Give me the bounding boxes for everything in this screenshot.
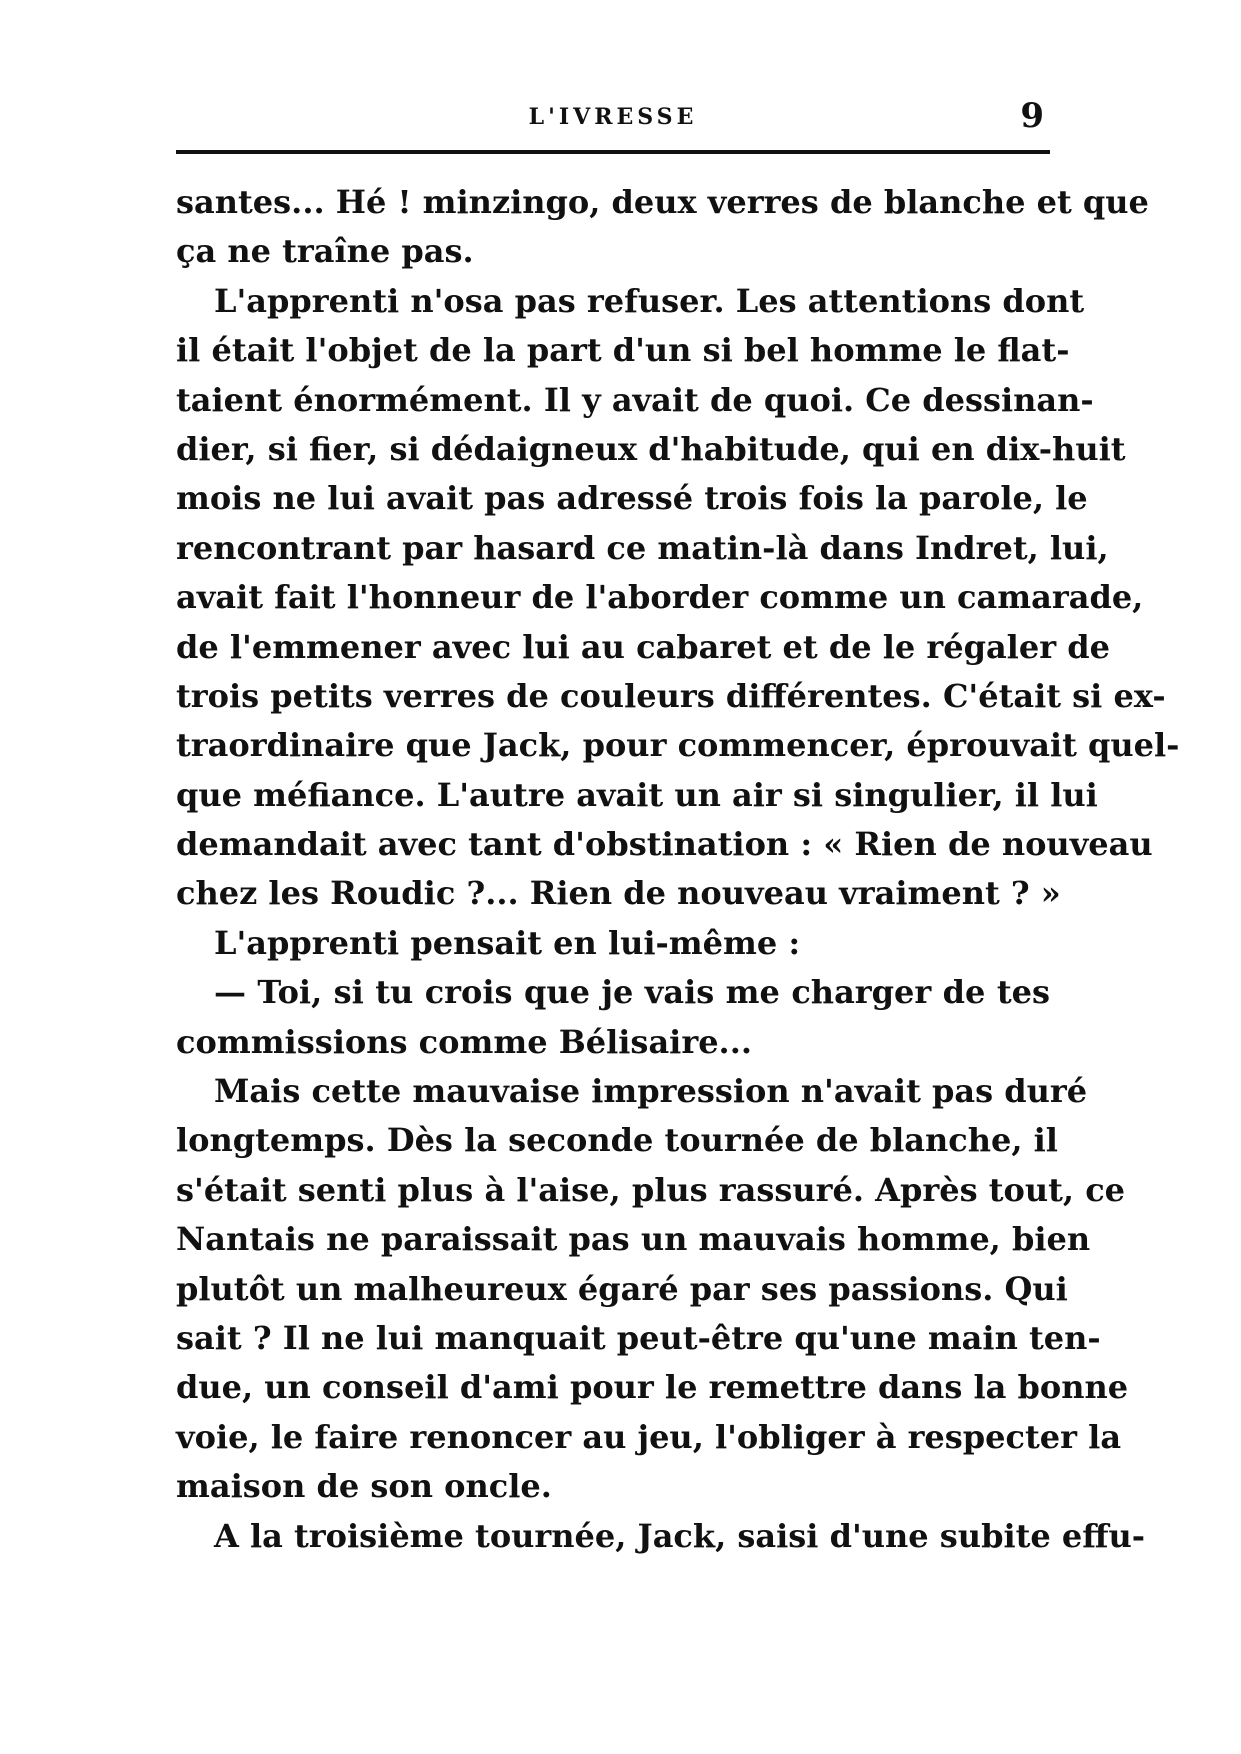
text-line: que méfiance. L'autre avait un air si singulier, il lui (176, 775, 1098, 814)
text-line: voie, le faire renoncer au jeu, l'obliger à respecter la (176, 1417, 1122, 1456)
text-line: L'apprenti n'osa pas refuser. Les attentions dont (214, 281, 1085, 320)
text-line: maison de son oncle. (176, 1467, 552, 1506)
text-line: taient énormément. Il y avait de quoi. Ce dessinan- (176, 380, 1094, 419)
header-rule (176, 150, 1050, 154)
text-line: A la troisième tournée, Jack, saisi d'une subite effu- (214, 1516, 1146, 1555)
text-line: Mais cette mauvaise impression n'avait pas duré (214, 1072, 1088, 1111)
text-line: sait ? Il ne lui manquait peut-être qu'une main ten- (176, 1318, 1101, 1357)
text-line: traordinaire que Jack, pour commencer, éprouvait quel- (176, 726, 1180, 765)
text-line: due, un conseil d'ami pour le remettre dans la bonne (176, 1368, 1129, 1407)
text-line: santes... Hé ! minzingo, deux verres de blanche et que (176, 183, 1149, 221)
text-line: trois petits verres de couleurs différentes. C'était si ex- (176, 676, 1166, 715)
text-line: commissions comme Bélisaire... (176, 1022, 752, 1061)
text-line: avait fait l'honneur de l'aborder comme un camarade, (176, 578, 1144, 617)
text-line: il était l'objet de la part d'un si bel homme le flat- (176, 331, 1070, 370)
text-line: s'était senti plus à l'aise, plus rassuré. Après tout, ce (176, 1170, 1126, 1209)
text-line: demandait avec tant d'obstination : « Rien de nouveau (176, 825, 1153, 864)
text-line: dier, si fier, si dédaigneux d'habitude, qui en dix-huit (176, 429, 1126, 468)
text-line: — Toi, si tu crois que je vais me charger de tes (214, 973, 1050, 1012)
text-line: L'apprenti pensait en lui-même : (214, 923, 801, 962)
text-line: plutôt un malheureux égaré par ses passions. Qui (176, 1269, 1068, 1308)
running-head (176, 96, 1050, 144)
text-line: de l'emmener avec lui au cabaret et de le régaler de (176, 627, 1110, 666)
text-line: rencontrant par hasard ce matin-là dans Indret, lui, (176, 528, 1109, 567)
text-line: Nantais ne paraissait pas un mauvais homme, bien (176, 1220, 1091, 1259)
running-title: L'IVRESSE (528, 104, 698, 130)
text-line: longtemps. Dès la seconde tournée de blanche, il (176, 1121, 1058, 1160)
text-line: chez les Roudic ?... Rien de nouveau vraiment ? » (176, 874, 1061, 913)
text-line: ça ne traîne pas. (176, 232, 474, 271)
page-number: 9 (1020, 96, 1044, 136)
body-text (176, 178, 1180, 1561)
text-line: mois ne lui avait pas adressé trois fois la parole, le (176, 479, 1088, 518)
